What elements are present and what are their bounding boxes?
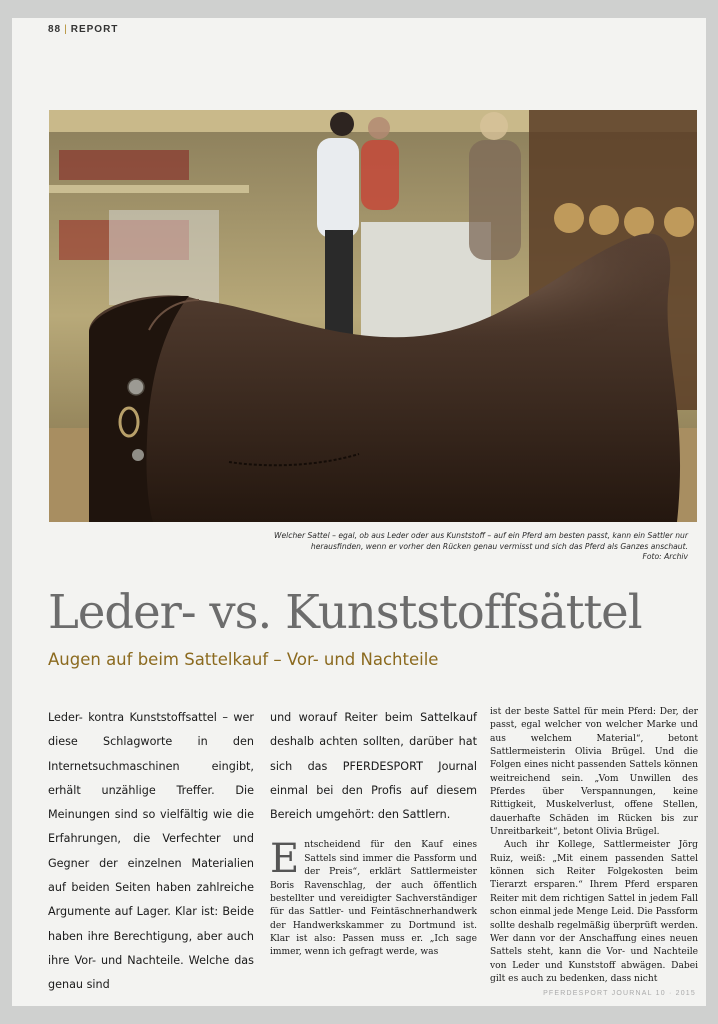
column-2 <box>270 706 477 960</box>
subheadline: Augen auf beim Sattelkauf – Vor- und Nachteile <box>48 650 439 669</box>
body-paragraph-2: ist der beste Sattel für mein Pferd: Der, der passt, egal welcher von welcher Marke und aus welchem Material“, betont Sattlermeisterin Olivia Brügel. Und die Folgen eines nicht passenden Sattels können weitreichend sein. „Vom Unwillen des Pferdes über Verspannungen, keine Rittigkeit, Muskelverlust, offene Stellen, dauerhafte Schäden im Rücken bis zur Unreitbarkeit“, betont Olivia Brügel. <box>490 707 699 838</box>
section-label: REPORT <box>70 24 119 35</box>
caption-text: Welcher Sattel – egal, ob aus Leder oder aus Kunststoff – auf ein Pferd am besten passt, kann ein Sattler nur herausfinden, wenn er vorher den Rücken genau vermisst und sich das Pferd als Ganzes anschaut. <box>274 531 688 551</box>
intro-text-1: Leder- kontra Kunststoffsattel – wer diese Schlagworte in den Internetsuchmaschinen eingibt, erhält unzählige Treffer. Die Meinungen sind so vielfältig wie die Erfahrungen, die Verfechter und Gegner der einzelnen Materialien auf beiden Seiten haben zahlreiche Argumente auf Lager. Klar ist: Beide haben ihre Berechtigung, aber auch ihre Vor- und Nachteile. Welche das genau sind <box>48 711 254 992</box>
page-footer: PFERDESPORT JOURNAL 10 · 2015 <box>543 990 696 997</box>
headline: Leder- vs. Kunststoffsättel <box>48 585 642 639</box>
body-paragraph-1 <box>270 836 477 959</box>
body-text-1: ntscheidend für den Kauf eines Sattels sind immer die Passform und der Preis“, erklärt Sattlermeister Boris Ravenschlag, der auch öffentlich bestellter und vereidigter Sachverständiger für das Sattler- und Feintäschnerhandwerk der Handwerkskammer zu Dortmund ist. Klar ist also: Passen muss er. „Ich sage immer, wenn ich gefragt werde, was <box>270 840 477 958</box>
magazine-page <box>12 18 706 1006</box>
intro-text-2: und worauf Reiter beim Sattelkauf deshalb achten sollten, darüber hat sich das PFERDESPORT Journal einmal bei den Profis auf diesem Bereich umgehört: den Sattlern. <box>270 711 477 822</box>
page-number: 88 <box>48 24 62 35</box>
column-3 <box>490 706 698 986</box>
photo-caption <box>228 531 688 563</box>
saddle-photo <box>49 110 697 522</box>
body-paragraph-3: Auch ihr Kollege, Sattlermeister Jörg Ruiz, weiß: „Mit einem passenden Sattel können sich Reiter Folgekosten beim Tierarzt ersparen.“ Ihrem Pferd ersparen Reiter mit dem richtigen Sattel in jedem Fall schon einmal jede Menge Leid. Die Passform sollte deshalb regelmäßig überprüft werden. Wer dann vor der Anschaffung eines neuen Sattels steht, kann die Vor- und Nachteile von Leder und Kunststoff abwägen. Dabei gilt es auch zu bedenken, dass nicht <box>490 840 698 984</box>
intro-column-1 <box>48 706 254 998</box>
dropcap: E <box>270 836 300 883</box>
running-head: 88 | REPORT <box>48 24 119 35</box>
photo-credit: Foto: Archiv <box>642 552 688 561</box>
